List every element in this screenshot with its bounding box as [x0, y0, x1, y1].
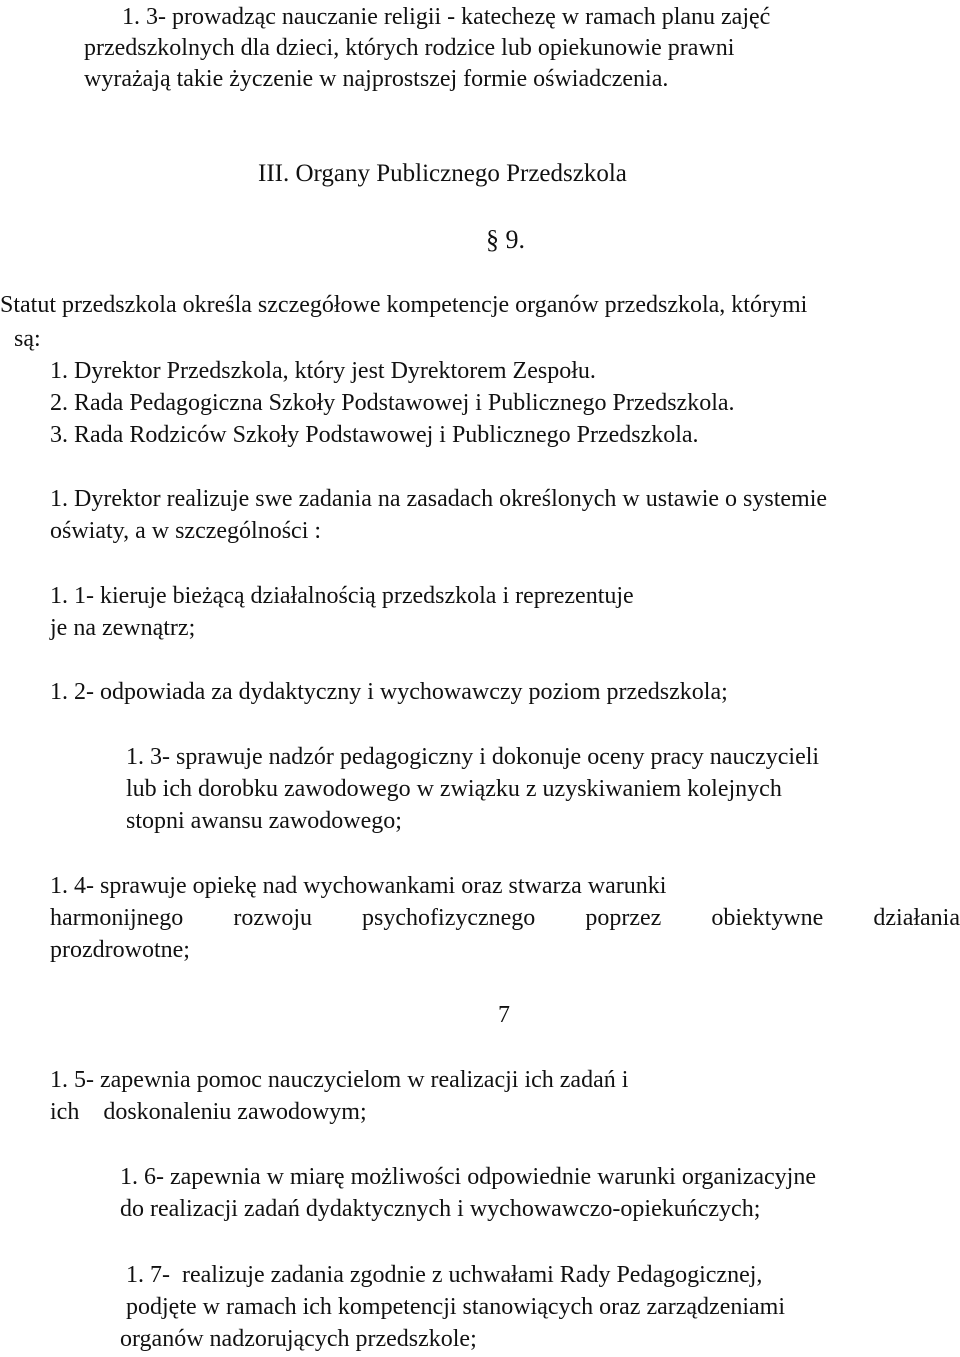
duty-7-line-3: organów nadzorujących przedszkole;: [120, 1326, 477, 1352]
duty-6-line-2: do realizacji zadań dydaktycznych i wychowawczo-opiekuńczych;: [120, 1196, 761, 1222]
duty-2-line-1: 1. 2- odpowiada za dydaktyczny i wychowawczy poziom przedszkola;: [50, 679, 728, 705]
paragraph-mark: § 9.: [486, 225, 525, 254]
statute-intro-line-1: Statut przedszkola określa szczegółowe kompetencje organów przedszkola, którymi: [0, 292, 808, 318]
duty-1-line-1: 1. 1- kieruje bieżącą działalnością przedszkola i reprezentuje: [50, 583, 634, 609]
statute-intro-line-2: są:: [14, 326, 41, 352]
organ-item-2: 2. Rada Pedagogiczna Szkoły Podstawowej i Publicznego Przedszkola.: [50, 390, 735, 416]
duty-6-line-1: 1. 6- zapewnia w miarę możliwości odpowiednie warunki organizacyjne: [120, 1164, 816, 1190]
duty-4-line-2: harmonijnego rozwoju psychofizycznego poprzez obiektywne działania: [50, 905, 960, 931]
intro-item-line-2: przedszkolnych dla dzieci, których rodzice lub opiekunowie prawni: [84, 35, 735, 61]
intro-item-line-3: wyrażają takie życzenie w najprostszej formie oświadczenia.: [84, 66, 669, 92]
duty-7-line-1: 1. 7- realizuje zadania zgodnie z uchwałami Rady Pedagogicznej,: [126, 1262, 763, 1288]
duty-4-line-1: 1. 4- sprawuje opiekę nad wychowankami oraz stwarza warunki: [50, 873, 667, 899]
director-intro-line-2: oświaty, a w szczególności :: [50, 518, 322, 544]
duty-4-line-3: prozdrowotne;: [50, 937, 190, 963]
duty-3-line-3: stopni awansu zawodowego;: [126, 808, 402, 834]
section-heading: III. Organy Publicznego Przedszkola: [258, 160, 627, 187]
duty-5-line-1: 1. 5- zapewnia pomoc nauczycielom w realizacji ich zadań i: [50, 1067, 629, 1093]
page-number: 7: [498, 1002, 510, 1028]
duty-5-line-2: ich doskonaleniu zawodowym;: [50, 1099, 367, 1125]
intro-item-line-1: 1. 3- prowadząc nauczanie religii - katechezę w ramach planu zajęć: [122, 4, 771, 30]
organ-item-1: 1. Dyrektor Przedszkola, który jest Dyrektorem Zespołu.: [50, 358, 596, 384]
duty-3-line-2: lub ich dorobku zawodowego w związku z uzyskiwaniem kolejnych: [126, 776, 782, 802]
duty-1-line-2: je na zewnątrz;: [50, 615, 196, 641]
duty-3-line-1: 1. 3- sprawuje nadzór pedagogiczny i dokonuje oceny pracy nauczycieli: [126, 744, 820, 770]
duty-7-line-2: podjęte w ramach ich kompetencji stanowiących oraz zarządzeniami: [126, 1294, 786, 1320]
organ-item-3: 3. Rada Rodziców Szkoły Podstawowej i Publicznego Przedszkola.: [50, 422, 699, 448]
director-intro-line-1: 1. Dyrektor realizuje swe zadania na zasadach określonych w ustawie o systemie: [50, 486, 828, 512]
